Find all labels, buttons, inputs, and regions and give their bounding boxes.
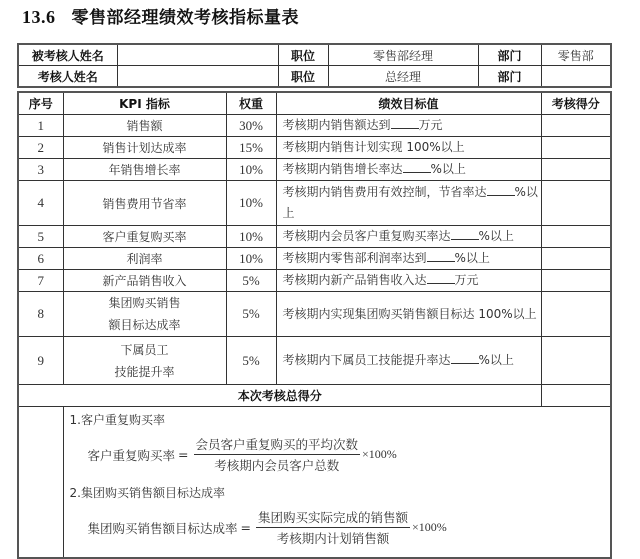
total-score-field[interactable] [541, 385, 611, 407]
table-row [18, 292, 611, 337]
row-target [276, 159, 541, 181]
appraiser-name-label: 考核人姓名 [18, 66, 117, 88]
section-number: 13.6 [22, 7, 56, 27]
kpi-line-1: 下属员工 [120, 342, 169, 357]
row-score-field[interactable] [541, 226, 611, 248]
target-text: 考核期内新产品销售收入达 [282, 273, 427, 287]
multiplier: ×100% [412, 520, 447, 534]
table-row [18, 159, 611, 181]
row-kpi: 新产品销售收入 [63, 270, 226, 292]
row-target [276, 181, 541, 226]
table-row [18, 270, 611, 292]
equals-sign: = [240, 520, 251, 535]
row-weight: 30% [226, 115, 276, 137]
row-index: 7 [18, 270, 63, 292]
target-suffix: %以上 [454, 251, 490, 265]
row-weight: 10% [226, 181, 276, 226]
row-kpi [63, 292, 226, 337]
row-index: 3 [18, 159, 63, 181]
row-kpi [63, 337, 226, 385]
info-row-appraisee [18, 44, 611, 66]
row-score-field[interactable] [541, 248, 611, 270]
title-text: 零售部经理绩效考核指标量表 [71, 8, 299, 28]
row-target [276, 292, 541, 337]
appraiser-position-field[interactable]: 总经理 [328, 66, 478, 88]
row-target [276, 270, 541, 292]
fill-blank[interactable] [391, 116, 419, 129]
row-index: 5 [18, 226, 63, 248]
kpi-table [17, 91, 612, 559]
row-kpi: 销售费用节省率 [63, 181, 226, 226]
fill-blank[interactable] [451, 227, 479, 240]
row-target [276, 248, 541, 270]
row-score-field[interactable] [541, 292, 611, 337]
target-text: 考核期内销售额达到 [282, 118, 391, 132]
header-kpi: KPI 指标 [63, 92, 226, 115]
formula-lhs: 集团购买销售额目标达成率 [87, 520, 238, 536]
target-text: 考核期内零售部利润率达到 [282, 251, 427, 265]
formula-cell [63, 407, 611, 559]
appraiser-position-label: 职位 [278, 66, 328, 88]
row-target [276, 337, 541, 385]
appraiser-dept-field[interactable] [541, 66, 611, 88]
row-score-field[interactable] [541, 337, 611, 385]
appraisee-position-field[interactable]: 零售部经理 [328, 44, 478, 66]
row-weight: 5% [226, 337, 276, 385]
row-score-field[interactable] [541, 159, 611, 181]
row-kpi: 年销售增长率 [63, 159, 226, 181]
appraiser-dept-label: 部门 [478, 66, 541, 88]
row-weight: 15% [226, 137, 276, 159]
table-row [18, 226, 611, 248]
equals-sign: = [178, 447, 189, 462]
kpi-line-2: 额目标达成率 [108, 318, 181, 332]
formula-1 [88, 435, 611, 474]
header-weight: 权重 [226, 92, 276, 115]
numerator: 集团购买实际完成的销售额 [256, 508, 410, 528]
denominator: 考核期内会员客户总数 [214, 458, 340, 473]
formula-blank-cell [18, 407, 63, 559]
header-score: 考核得分 [541, 92, 611, 115]
table-row [18, 137, 611, 159]
row-index: 2 [18, 137, 63, 159]
target-text: 考核期内销售增长率达 [282, 162, 403, 176]
row-target [276, 226, 541, 248]
row-weight: 5% [226, 270, 276, 292]
row-index: 9 [18, 337, 63, 385]
row-score-field[interactable] [541, 137, 611, 159]
target-suffix: 万元 [454, 273, 479, 287]
multiplier: ×100% [362, 447, 397, 461]
row-target [276, 115, 541, 137]
fraction [194, 435, 361, 474]
row-score-field[interactable] [541, 115, 611, 137]
target-text: 考核期内销售计划实现 100%以上 [282, 140, 465, 154]
target-text: 考核期内会员客户重复购买率达 [282, 229, 451, 243]
total-score-row [18, 385, 611, 407]
appraisee-name-field[interactable] [117, 44, 278, 66]
row-kpi: 销售额 [63, 115, 226, 137]
table-row [18, 181, 611, 226]
page-title [22, 3, 299, 28]
row-target [276, 137, 541, 159]
header-index: 序号 [18, 92, 63, 115]
target-text: 考核期内实现集团购买销售额目标达 100%以上 [282, 306, 537, 321]
target-text: 考核期内下属员工技能提升率达 [282, 353, 451, 367]
appraisee-name-label: 被考核人姓名 [18, 44, 117, 66]
kpi-line-1: 集团购买销售 [108, 296, 181, 310]
row-weight: 10% [226, 248, 276, 270]
row-weight: 10% [226, 226, 276, 248]
target-text: 考核期内销售费用有效控制，节省率达 [282, 185, 487, 199]
row-index: 6 [18, 248, 63, 270]
fill-blank[interactable] [427, 249, 455, 262]
row-index: 4 [18, 181, 63, 226]
appraisee-dept-field[interactable]: 零售部 [541, 44, 611, 66]
kpi-line-2: 技能提升率 [114, 364, 175, 379]
target-suffix: %以上 [430, 162, 466, 176]
row-index: 8 [18, 292, 63, 337]
formula-2 [88, 508, 611, 547]
fill-blank[interactable] [427, 271, 455, 284]
row-weight: 10% [226, 159, 276, 181]
info-row-appraiser [18, 66, 611, 88]
formula-heading-1: 1.客户重复购买率 [69, 413, 165, 427]
row-score-field[interactable] [541, 270, 611, 292]
numerator: 会员客户重复购买的平均次数 [194, 435, 361, 455]
table-row [18, 337, 611, 385]
target-suffix: %以上 [478, 353, 514, 367]
info-table [17, 43, 612, 88]
table-row [18, 115, 611, 137]
formula-row [18, 407, 611, 559]
target-suffix: %以上 [282, 185, 538, 220]
target-suffix: 万元 [418, 118, 443, 132]
row-weight: 5% [226, 292, 276, 337]
row-kpi: 销售计划达成率 [63, 137, 226, 159]
row-kpi: 利润率 [63, 248, 226, 270]
fraction [256, 508, 410, 547]
denominator: 考核期内计划销售额 [276, 531, 390, 546]
fill-blank[interactable] [487, 183, 515, 196]
row-score-field[interactable] [541, 181, 611, 226]
target-suffix: %以上 [478, 229, 514, 243]
appraisee-position-label: 职位 [278, 44, 328, 66]
table-row [18, 248, 611, 270]
total-score-label: 本次考核总得分 [18, 385, 541, 407]
header-target: 绩效目标值 [276, 92, 541, 115]
appraisee-dept-label: 部门 [478, 44, 541, 66]
formula-lhs: 客户重复购买率 [87, 447, 176, 463]
row-index: 1 [18, 115, 63, 137]
row-kpi: 客户重复购买率 [63, 226, 226, 248]
kpi-header-row [18, 92, 611, 115]
fill-blank[interactable] [403, 160, 431, 173]
fill-blank[interactable] [451, 351, 479, 364]
appraiser-name-field[interactable] [117, 66, 278, 88]
formula-heading-2: 2.集团购买销售额目标达成率 [69, 486, 225, 500]
